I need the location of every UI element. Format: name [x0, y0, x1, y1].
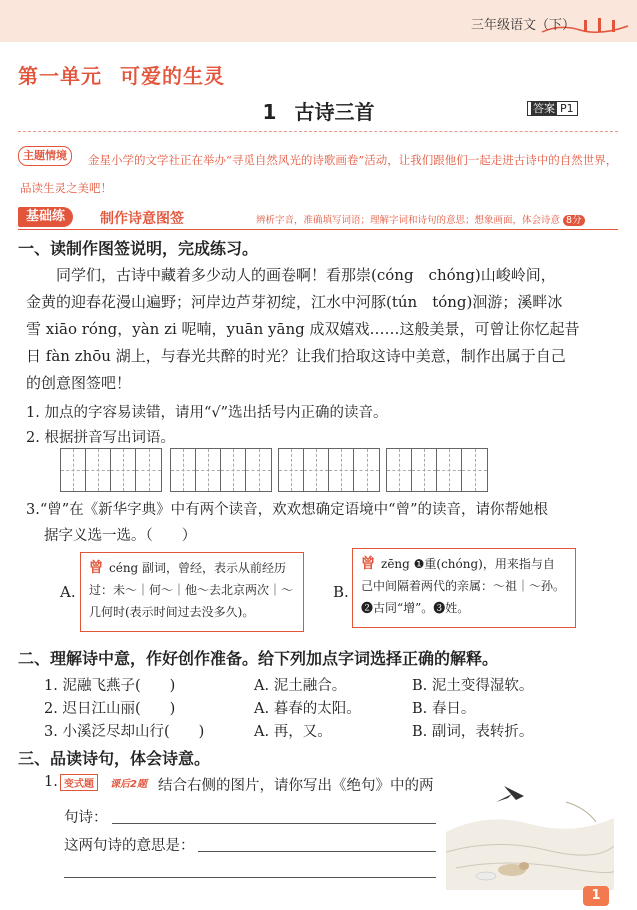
lesson-number: 1 — [262, 100, 277, 124]
divider — [18, 131, 618, 132]
theme-text: 金星小学的文学社正在举办“寻觅自然风光的诗歌画卷”活动，让我们跟他们一起走进古诗中的自然世界，品读生灵之美吧！ — [20, 153, 618, 195]
writing-cell[interactable] — [387, 449, 412, 491]
choice-row-3-option-b[interactable]: B. 副词，表转折。 — [412, 724, 534, 740]
variant-tag: 变式题 — [60, 774, 98, 791]
choice-row-1-question: 1. 泥融飞燕子( ) — [44, 678, 176, 694]
writing-cell[interactable] — [61, 449, 86, 491]
lesson-name: 古诗三首 — [294, 100, 375, 124]
writing-cell[interactable] — [171, 449, 196, 491]
exercise-desc-text: 辨析字音，准确填写词语；理解字词和诗句的意思；想象画面，体会诗意 — [256, 215, 561, 226]
writing-grid-2[interactable] — [170, 448, 272, 492]
writing-grid-1[interactable] — [60, 448, 162, 492]
option-b-box[interactable] — [352, 548, 576, 628]
writing-cell[interactable] — [279, 449, 304, 491]
option-b-label[interactable]: B. — [333, 583, 349, 601]
option-b-line — [361, 553, 567, 575]
option-a-box[interactable] — [80, 552, 304, 632]
theme-badge: 主题情境 — [18, 146, 72, 166]
option-b-line: ❷古同“增”。❸姓。 — [361, 601, 470, 615]
option-a-char: 曾 — [89, 560, 103, 576]
exercise-score: 8分 — [563, 215, 585, 226]
answer-label: 答案 — [533, 102, 555, 115]
exercise-title: 制作诗意图签 — [100, 211, 184, 227]
writing-cell[interactable] — [86, 449, 111, 491]
question-1-2: 2. 根据拼音写出词语。 — [26, 430, 175, 446]
section-3-title: 三、品读诗句，体会诗意。 — [18, 749, 211, 768]
option-a-line — [89, 557, 295, 579]
writing-cell[interactable] — [412, 449, 437, 491]
paragraph-line: 雪 xiāo róng，yàn zi 呢喃，yuān yāng 成双嬉戏……这般美景，可曾让你忆起昔 — [26, 320, 580, 338]
writing-cell[interactable] — [354, 449, 379, 491]
exercise-description — [256, 212, 585, 226]
question-1-3-line1: 3.“曾”在《新华字典》中有两个读音，欢欢想确定语境中“曾”的读音，请你帮她根 — [26, 502, 548, 518]
writing-cell[interactable] — [462, 449, 487, 491]
section-1-paragraph — [26, 262, 622, 397]
question-3-1-text2: 句诗： — [64, 810, 108, 826]
answer-page-tag[interactable] — [527, 101, 578, 116]
question-3-1-meaning: 这两句诗的意思是： — [64, 838, 195, 854]
choice-row-1-option-a[interactable]: A. 泥土融合。 — [254, 678, 347, 694]
writing-cell[interactable] — [111, 449, 136, 491]
writing-cell[interactable] — [221, 449, 246, 491]
choice-row-2-question: 2. 迟日江山丽( ) — [44, 701, 176, 717]
writing-grid-3[interactable] — [278, 448, 380, 492]
grade-label: 三年级语文（下） — [470, 18, 575, 33]
section-2-title: 二、理解诗中意，作好创作准备。给下列加点字词选择正确的解释。 — [18, 649, 499, 668]
section-1-title: 一、读制作图签说明，完成练习。 — [18, 239, 259, 258]
question-3-1-number: 1. — [44, 774, 58, 790]
option-b-text: zēng ❶重(chóng)，用来指与自 — [381, 557, 555, 571]
page-number: 1 — [583, 886, 609, 906]
option-b-char: 曾 — [361, 556, 375, 572]
question-3-1-text: 结合右侧的图片，请你写出《绝句》中的两 — [158, 778, 434, 794]
choice-row-1-option-b[interactable]: B. 泥土变得湿软。 — [412, 678, 534, 694]
option-a-line: 过：未～｜何～｜他～去北京两次｜～ — [89, 583, 294, 597]
question-1-1: 1. 加点的字容易读错，请用“√”选出括号内正确的读音。 — [26, 405, 388, 421]
choice-row-3-question: 3. 小溪泛尽却山行( ) — [44, 724, 205, 740]
paragraph-line: 同学们，古诗中藏着多少动人的画卷啊！看那崇(cóng chóng)山峻岭间， — [56, 266, 556, 284]
unit-title — [18, 60, 243, 89]
writing-cell[interactable] — [136, 449, 161, 491]
answer-page: P1 — [560, 102, 574, 115]
writing-cell[interactable] — [304, 449, 329, 491]
paragraph-line: 的创意图签吧！ — [26, 374, 132, 392]
unit-number: 第一单元 — [18, 64, 102, 88]
paragraph-line: 金黄的迎春花漫山遍野；河岸边芦芽初绽，江水中河豚(tún tóng)洄游；溪畔冰 — [26, 293, 563, 311]
unit-name: 可爱的生灵 — [120, 64, 225, 88]
exercise-tag: 基础练 — [18, 207, 73, 227]
option-a-text: céng 副词，曾经，表示从前经历 — [109, 561, 287, 575]
writing-cell[interactable] — [437, 449, 462, 491]
after-class-tag: 课后2题 — [110, 779, 147, 790]
choice-row-2-option-b[interactable]: B. 春日。 — [412, 701, 476, 717]
option-a-line: 几何时(表示时间过去没多久)。 — [89, 605, 255, 619]
choice-row-3-option-a[interactable]: A. 再，又。 — [254, 724, 332, 740]
answer-line[interactable] — [64, 876, 436, 878]
choice-row-2-option-a[interactable]: A. 暮春的太阳。 — [254, 701, 361, 717]
question-1-3-line2: 据字义选一选。（ ） — [44, 528, 197, 544]
option-b-line: 己中间隔着两代的亲属：～祖｜～孙。 — [361, 579, 566, 593]
answer-line[interactable] — [198, 850, 436, 852]
writing-cell[interactable] — [196, 449, 221, 491]
paragraph-line: 日 fàn zhōu 湖上，与春光共醉的时光？让我们拾取这诗中美意，制作出属于自己 — [26, 347, 566, 365]
option-a-label[interactable]: A. — [60, 583, 76, 601]
writing-cell[interactable] — [246, 449, 271, 491]
swallow-illustration — [446, 772, 614, 890]
writing-grid-4[interactable] — [386, 448, 488, 492]
answer-line[interactable] — [112, 822, 436, 824]
writing-cell[interactable] — [329, 449, 354, 491]
